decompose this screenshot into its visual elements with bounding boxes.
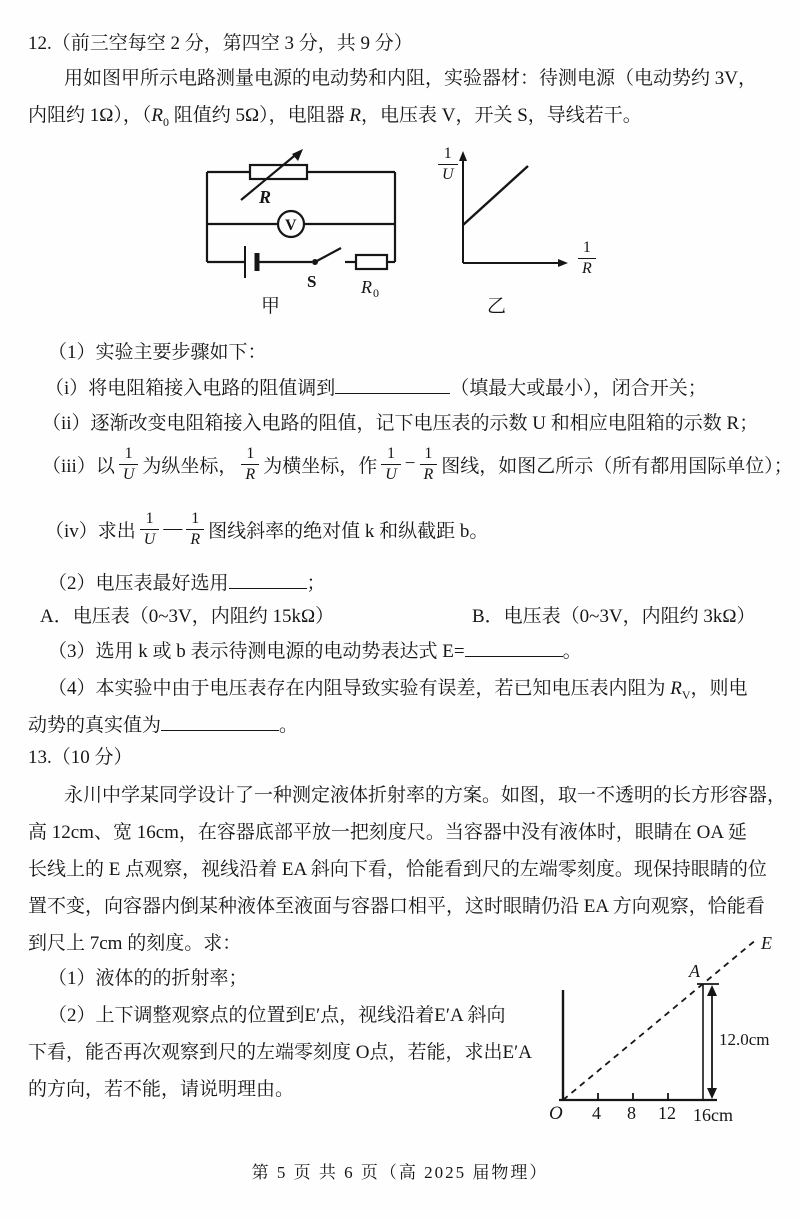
sight-line: [563, 939, 757, 1100]
voltmeter-label: V: [285, 217, 297, 234]
rheostat-arrowhead: [292, 149, 303, 161]
frac-1-over-r: $\frac{1}{R}$: [241, 446, 259, 483]
q12-intro-line2: 内阻约 1Ω），（$R_0$ 阻值约 5Ω），电阻器 R，电压表 V，开关 S，导线若干。: [28, 105, 642, 129]
graph-caption: 乙: [487, 296, 507, 317]
q13-para-line1: 永川中学某同学设计了一种测定液体折射率的方案。如图，取一不透明的长方形容器，: [64, 785, 787, 806]
tick-label-12: 12: [658, 1103, 676, 1123]
depth-arrowhead-down: [707, 1088, 717, 1099]
r0-label-sub: 0: [373, 286, 379, 300]
r0-box: [356, 255, 387, 269]
answer-blank-i: [335, 373, 450, 394]
label-a: A: [689, 961, 700, 981]
rv-var: R: [670, 678, 682, 699]
refraction-figure: [545, 933, 795, 1128]
q13-sub2-line3: 的方向，若不能，请说明理由。: [28, 1079, 295, 1100]
tick-label-16cm: 16cm: [693, 1105, 733, 1125]
page-footer: 第 5 页 共 6 页（高 2025 届物理）: [251, 1163, 549, 1182]
rheostat-label: R: [259, 187, 272, 207]
q12-option-b: B．电压表（0~3V，内阻约 3kΩ）: [472, 606, 756, 627]
graph-x-label: $\frac{1}{R}$: [578, 240, 596, 277]
q13-para-line2: 高 12cm、宽 16cm，在容器底部平放一把刻度尺。当容器中没有液体时，眼睛在 OA 延: [28, 822, 747, 843]
r-var: R: [349, 105, 361, 126]
y-axis-arrowhead: [459, 151, 467, 161]
answer-blank-4: [161, 710, 279, 731]
frac-1-over-r: $\frac{1}{R}$: [186, 511, 204, 548]
depth-value-label: 12.0cm: [719, 1030, 770, 1049]
q13-sub2-line1: （2）上下调整观察点的位置到E′点，视线沿着E′A 斜向: [48, 1005, 506, 1026]
q13-para-line5: 到尺上 7cm 的刻度。求：: [28, 933, 242, 954]
tick-label-8: 8: [627, 1103, 636, 1123]
answer-blank-2: [229, 568, 307, 589]
graph-y-label: $\frac{1}{U}$: [438, 146, 458, 183]
switch-lever: [315, 248, 341, 262]
q13-para-line3: 长线上的 E 点观察，视线沿着 EA 斜向下看，恰能看到尺的左端零刻度。现保持眼睛的位: [28, 859, 767, 880]
q12-step-ii: （ii）逐渐改变电阻箱接入电路的阻值，记下电压表的示数 U 和相应电阻箱的示数 R；: [42, 413, 759, 434]
r0-label: R: [361, 277, 372, 297]
q13-sub1: （1）液体的的折射率；: [48, 968, 248, 989]
plot-line: [463, 166, 528, 225]
q12-step-iii: （iii）以 $\frac{1}{U}$ 为纵坐标， $\frac{1}{R}$ 为横坐标，作 $\frac{1}{U}$ − $\frac{1}{R}$ 图线，如图乙所示（所有都用国际单位）；: [42, 444, 793, 483]
q12-q2: （2）电压表最好选用 ；: [48, 568, 326, 595]
q13-para-line4: 置不变，向容器内倒某种液体至液面与容器口相平，这时眼睛仍沿 EA 方向观察，恰能看: [28, 896, 765, 917]
q13-header: 13.（10 分）: [28, 747, 133, 768]
circuit-caption: 甲: [261, 296, 281, 317]
rheostat-box: [250, 165, 307, 179]
x-axis-arrowhead: [558, 259, 568, 267]
r0-var: R: [151, 105, 163, 126]
q12-step-i: （i）将电阻箱接入电路的阻值调到 （填最大或最小），闭合开关；: [45, 373, 707, 400]
frac-1-over-r: $\frac{1}{R}$: [420, 446, 438, 483]
q12-q3: （3）选用 k 或 b 表示待测电源的电动势表达式 E= 。: [48, 636, 582, 663]
q12-step-iv: （iv）求出 $\frac{1}{U}$ — $\frac{1}{R}$ 图线斜率的绝对值 k 和纵截距 b。: [45, 509, 489, 548]
switch-label: S: [307, 272, 317, 291]
frac-1-over-u: $\frac{1}{U}$: [381, 446, 401, 483]
q12-option-a: A．电压表（0~3V，内阻约 15kΩ）: [40, 606, 335, 627]
q12-intro-line1: 用如图甲所示电路测量电源的电动势和内阻，实验器材：待测电源（电动势约 3V，: [64, 68, 757, 89]
frac-1-over-u: $\frac{1}{U}$: [140, 511, 160, 548]
q12-header: 12.（前三空每空 2 分，第四空 3 分，共 9 分）: [28, 33, 413, 54]
q13-sub2-line2: 下看，能否再次观察到尺的左端零刻度 O点，若能，求出E′A: [28, 1042, 532, 1063]
frac-1-over-u: $\frac{1}{U}$: [119, 446, 139, 483]
answer-blank-3: [465, 636, 563, 657]
q12-q4-line2: 动势的真实值为 。: [28, 710, 298, 737]
q12-q4-line1: （4）本实验中由于电压表存在内阻导致实验有误差，若已知电压表内阻为 $R_V$，则电: [48, 678, 748, 702]
q12-steps-intro: （1）实验主要步骤如下：: [48, 342, 267, 363]
label-o: O: [549, 1103, 563, 1124]
circuit-diagram: [199, 148, 409, 298]
tick-label-4: 4: [592, 1103, 601, 1123]
label-e: E: [761, 933, 772, 953]
depth-arrowhead-up: [707, 985, 717, 996]
